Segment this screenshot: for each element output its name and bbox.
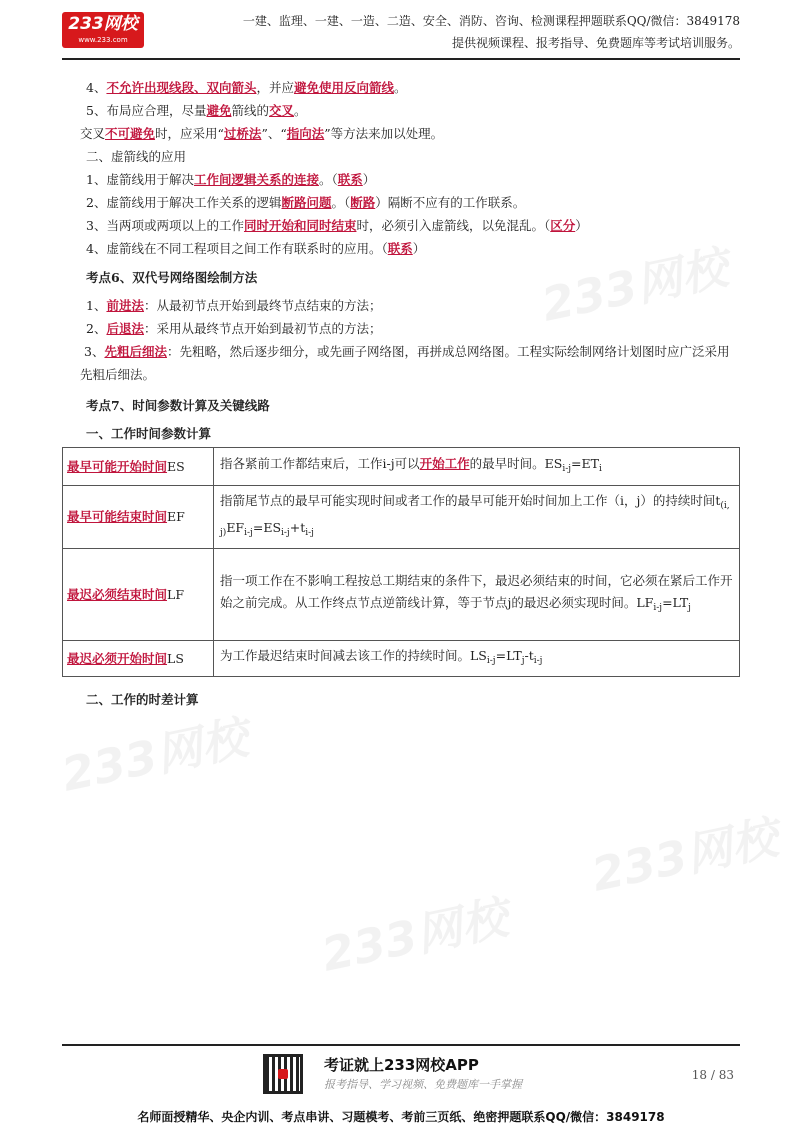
term-cell: 最早可能开始时间ES [63, 448, 214, 486]
description-cell: 指各紧前工作都结束后，工作i-j可以开始工作的最早时间。$ES_{i-j}=ET_i$ [214, 448, 740, 486]
dummy-line-1: 1、虚箭线用于解决工作间逻辑关系的连接。（联系） [86, 172, 376, 187]
term-cell: 最迟必须开始时间LS [63, 641, 214, 677]
logo-url: www.233.com [78, 36, 128, 44]
description-cell: 指箭尾节点的最早可能实现时间或者工作的最早可能开始时间加上工作（i，j）的持续时间$t_{(i, j)}EF_{i-j}=ES_{i-j}+t_{i-j}$ [214, 486, 740, 549]
header-notice-line1: 一建、监理、一建、一造、二造、安全、消防、咨询、检测课程押题联系QQ/微信：3849178 [242, 14, 740, 28]
float-calc-heading: 二、工作的时差计算 [86, 692, 199, 707]
dummy-line-4: 4、虚箭线在不同工程项目之间工作有联系时的应用。（联系） [86, 241, 426, 256]
app-promo-title: 考证就上233网校APP [324, 1056, 479, 1074]
table-row [63, 641, 740, 677]
page-number: 18 / 83 [691, 1068, 734, 1082]
time-parameter-table [62, 447, 740, 677]
rule-line-5: 5、布局应合理，尽量避免箭线的交叉。 [86, 103, 307, 118]
time-params-heading: 一、工作时间参数计算 [86, 426, 212, 441]
dummy-line-2: 2、虚箭线用于解决工作关系的逻辑断路问题。（断路）隔断不应有的工作联系。 [86, 195, 526, 210]
description-cell: 为工作最迟结束时间减去该工作的持续时间。$LS_{i-j}=LT_j-t_{i-j}$ [214, 641, 740, 677]
logo-text: 233网校 [68, 14, 138, 34]
watermark: 233网校 [317, 889, 513, 982]
rule-line-4: 4、不允许出现线段、双向箭头，并应避免使用反向箭线。 [86, 80, 407, 95]
method-line-2: 2、后退法：采用从最终节点开始到最初节点的方法； [86, 321, 382, 336]
document-body [80, 76, 736, 445]
table-row [63, 486, 740, 549]
dummy-arrow-heading: 二、虚箭线的应用 [86, 149, 187, 164]
header-notice-line2: 提供视频课程、报考指导、免费题库等考试培训服务。 [451, 36, 740, 50]
page-footer [62, 1044, 740, 1130]
kp7-title: 考点7、时间参数计算及关键线路 [86, 398, 270, 413]
table-row [63, 549, 740, 641]
qr-code-icon [263, 1054, 303, 1094]
kp6-title: 考点6、双代号网络图绘制方法 [86, 270, 258, 285]
cross-handling-line: 交叉不可避免时，应采用“过桥法”、“指向法”等方法来加以处理。 [80, 126, 444, 141]
table-row [63, 448, 740, 486]
description-cell: 指一项工作在不影响工程按总工期结束的条件下，最迟必须结束的时间，它必须在紧后工作开始之前完成。从工作终点节点逆箭线计算，等于节点j的最迟必须实现时间。$LF_{i-j}=LT_j$ [214, 549, 740, 641]
dummy-line-3: 3、当两项或两项以上的工作同时开始和同时结束时，必须引入虚箭线，以免混乱。（区分） [86, 218, 588, 233]
watermark: 233网校 [537, 239, 733, 332]
term-cell: 最迟必须结束时间LF [63, 549, 214, 641]
brand-logo [62, 12, 144, 48]
footer-contact-line: 名师面授精华、央企内训、考点串讲、习题模考、考前三页纸、绝密押题联系QQ/微信：3849178 [137, 1110, 665, 1124]
header-notice [172, 10, 740, 54]
watermark: 233网校 [587, 809, 783, 902]
app-promo-subtitle: 报考指导、学习视频、免费题库一手掌握 [324, 1078, 522, 1091]
method-line-3: 3、先粗后细法：先粗略，然后逐步细分，或先画子网络图，再拼成总网络图。工程实际绘制网络计划图时应广泛采用先粗后细法。 [80, 344, 730, 382]
term-cell: 最早可能结束时间EF [63, 486, 214, 549]
page-header [62, 8, 740, 60]
watermark: 233网校 [57, 709, 253, 802]
method-line-1: 1、前进法：从最初节点开始到最终节点结束的方法； [86, 298, 382, 313]
